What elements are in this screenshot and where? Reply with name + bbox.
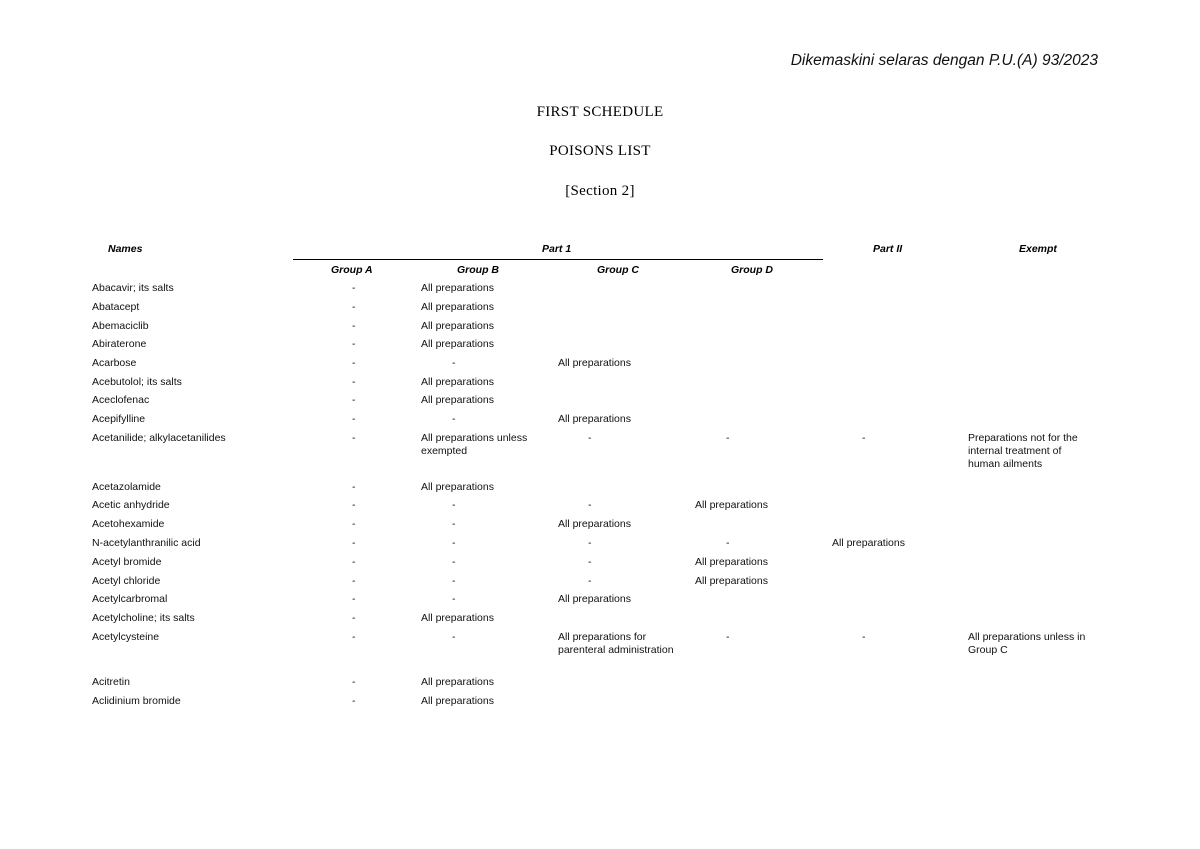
cell-a: - xyxy=(352,593,356,605)
cell-a: - xyxy=(352,301,356,313)
cell-c: All preparations xyxy=(558,357,631,369)
cell-b: - xyxy=(452,413,456,425)
cell-a: - xyxy=(352,499,356,511)
cell-b: All preparations xyxy=(421,481,494,493)
cell-a: - xyxy=(352,357,356,369)
cell-b: - xyxy=(452,556,456,568)
cell-d: All preparations xyxy=(695,575,768,587)
cell-b: All preparations xyxy=(421,338,494,350)
cell-a: - xyxy=(352,394,356,406)
cell-c: All preparations xyxy=(558,593,631,605)
part1-underline xyxy=(293,259,823,260)
cell-a: - xyxy=(352,518,356,530)
cell-a: - xyxy=(352,338,356,350)
header-group-d: Group D xyxy=(731,264,773,276)
cell-c: All preparations xyxy=(558,413,631,425)
cell-a: - xyxy=(352,537,356,549)
cell-b: All preparations unless exempted xyxy=(421,432,528,457)
poison-name-cell: Acetylcarbromal xyxy=(92,593,168,605)
cell-a: - xyxy=(352,481,356,493)
header-exempt: Exempt xyxy=(1019,243,1057,255)
cell-a: - xyxy=(352,676,356,688)
cell-b: - xyxy=(452,537,456,549)
cell-b: All preparations xyxy=(421,394,494,406)
cell-p2: - xyxy=(862,432,866,444)
cell-c: - xyxy=(588,537,592,549)
cell-a: - xyxy=(352,320,356,332)
poison-name-cell: Acetyl bromide xyxy=(92,556,162,568)
header-group-b: Group B xyxy=(457,264,499,276)
cell-b: - xyxy=(452,518,456,530)
cell-c: - xyxy=(588,499,592,511)
poison-name-cell: Acebutolol; its salts xyxy=(92,376,182,388)
poison-name-cell: Acetylcysteine xyxy=(92,631,160,643)
header-part2: Part II xyxy=(873,243,903,255)
cell-a: - xyxy=(352,556,356,568)
cell-a: - xyxy=(352,282,356,294)
cell-b: - xyxy=(452,499,456,511)
cell-d: - xyxy=(726,432,730,444)
cell-ex: All preparations unless in Group C xyxy=(968,631,1086,656)
poison-name-cell: Aclidinium bromide xyxy=(92,695,181,707)
cell-b: All preparations xyxy=(421,376,494,388)
cell-b: - xyxy=(452,357,456,369)
cell-c: - xyxy=(588,556,592,568)
cell-a: - xyxy=(352,376,356,388)
cell-b: All preparations xyxy=(421,282,494,294)
header-names: Names xyxy=(108,243,143,255)
cell-d: - xyxy=(726,537,730,549)
poison-name-cell: Aceclofenac xyxy=(92,394,150,406)
cell-b: All preparations xyxy=(421,320,494,332)
cell-c: - xyxy=(588,432,592,444)
cell-b: All preparations xyxy=(421,612,494,624)
cell-p2: - xyxy=(862,631,866,643)
poison-name-cell: Acitretin xyxy=(92,676,130,688)
cell-a: - xyxy=(352,432,356,444)
cell-b: - xyxy=(452,575,456,587)
cell-p2: All preparations xyxy=(832,537,905,549)
amendment-note: Dikemaskini selaras dengan P.U.(A) 93/2023 xyxy=(790,52,1098,69)
cell-c: - xyxy=(588,575,592,587)
cell-b: All preparations xyxy=(421,695,494,707)
cell-a: - xyxy=(352,612,356,624)
cell-a: - xyxy=(352,575,356,587)
poison-name-cell: Acetyl chloride xyxy=(92,575,161,587)
section-reference: [Section 2] xyxy=(565,183,635,199)
cell-c: All preparations for parenteral administration xyxy=(558,631,674,656)
poison-name-cell: Abemaciclib xyxy=(92,320,149,332)
cell-a: - xyxy=(352,695,356,707)
poison-name-cell: Abiraterone xyxy=(92,338,147,350)
schedule-title: FIRST SCHEDULE xyxy=(536,104,664,120)
poison-name-cell: Acetohexamide xyxy=(92,518,165,530)
cell-b: All preparations xyxy=(421,676,494,688)
poison-name-cell: N-acetylanthranilic acid xyxy=(92,537,201,549)
cell-b: All preparations xyxy=(421,301,494,313)
cell-a: - xyxy=(352,413,356,425)
header-group-a: Group A xyxy=(331,264,373,276)
cell-b: - xyxy=(452,593,456,605)
poison-name-cell: Acetylcholine; its salts xyxy=(92,612,195,624)
cell-b: - xyxy=(452,631,456,643)
schedule-subtitle: POISONS LIST xyxy=(549,143,651,159)
cell-c: All preparations xyxy=(558,518,631,530)
poison-name-cell: Acepifylline xyxy=(92,413,146,425)
poison-name-cell: Abacavir; its salts xyxy=(92,282,174,294)
cell-d: All preparations xyxy=(695,556,768,568)
header-part1: Part 1 xyxy=(542,243,572,255)
cell-ex: Preparations not for the internal treatment of human ailments xyxy=(968,432,1078,470)
poison-name-cell: Acetic anhydride xyxy=(92,499,170,511)
poison-name-cell: Acarbose xyxy=(92,357,137,369)
poison-name-cell: Acetanilide; alkylacetanilides xyxy=(92,432,226,444)
header-group-c: Group C xyxy=(597,264,639,276)
cell-a: - xyxy=(352,631,356,643)
cell-d: All preparations xyxy=(695,499,768,511)
poison-name-cell: Acetazolamide xyxy=(92,481,161,493)
cell-d: - xyxy=(726,631,730,643)
poison-name-cell: Abatacept xyxy=(92,301,140,313)
